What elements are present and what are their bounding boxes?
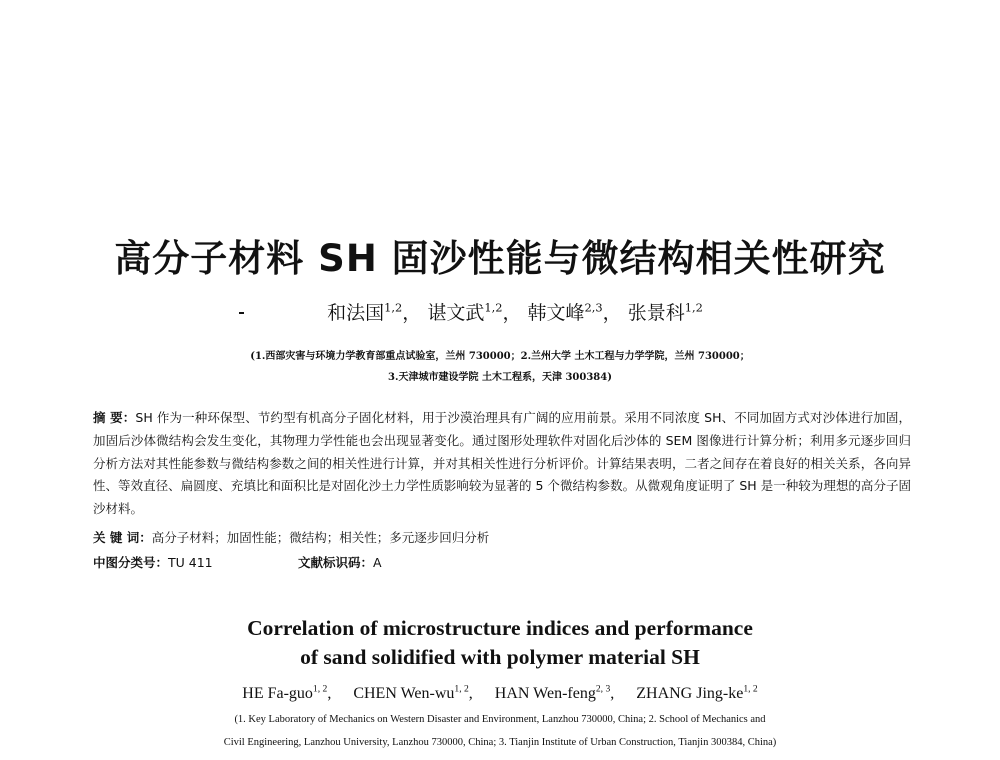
en-author-name: CHEN Wen-wu [353, 685, 455, 702]
abstract-label: 摘 要： [93, 410, 136, 425]
cn-author-affil-sup: 1,2 [484, 300, 503, 315]
abstract-text: SH 作为一种环保型、节约型有机高分子固化材料，用于沙漠治理具有广阔的应用前景。采用不同浓度 SH、不同加固方式对沙体进行加固，加固后沙体微结构会发生变化，其物理力学性能也会出现显著变化。通过图形处理软件对固化后沙体的 SEM 图像进行计算分析；利用多元逐步回归分析方法对其性能参数与微结构参数之间的相关性进行计算，并对其相关性进行分析评价。计算结果表明，二者之间存在着良好的相关关系，各向异性、等效直径、扁圆度、充填比和面积比是对固化沙土力学性质影响较为显著的 5 个微结构参数。从微观角度证明了 SH 是一种较为理想的高分子固沙材料。 [93, 410, 911, 517]
english-title-line: Correlation of microstructure indices and performance [247, 616, 753, 640]
doc-code-label: 文献标识码： [298, 555, 374, 570]
cn-author-separator: ， [402, 302, 422, 324]
english-affiliation-line: (1. Key Laboratory of Mechanics on Western Disaster and Environment, Lanzhou 730000, China; 2. School of Mechanics and [234, 714, 766, 725]
document-code [298, 553, 382, 571]
en-author-name: ZHANG Jing-ke [636, 685, 744, 702]
chinese-title: 高分子材料 SH 固沙性能与微结构相关性研究 [114, 237, 886, 280]
en-author-separator: , [327, 685, 332, 702]
en-author-separator: , [468, 685, 473, 702]
cn-author-affil-sup: 1,2 [684, 300, 703, 315]
cn-author-name: 和法国 [327, 302, 385, 324]
en-author-separator: , [610, 685, 615, 702]
en-author-affil-sup: 1, 2 [454, 683, 469, 695]
chinese-keywords [93, 528, 489, 546]
cn-author-separator: ， [602, 302, 622, 324]
clc-label: 中图分类号： [93, 555, 169, 570]
chinese-authors [0, 298, 1000, 325]
en-author-name: HE Fa-guo [242, 685, 313, 702]
cn-author-name: 谌文武 [427, 302, 485, 324]
cn-author-name: 韩文峰 [527, 302, 585, 324]
chinese-abstract [93, 407, 911, 521]
en-author-affil-sup: 2, 3 [595, 683, 611, 695]
cn-author-name: 张景科 [627, 302, 685, 324]
english-affiliation-line: Civil Engineering, Lanzhou University, Lanzhou 730000, China; 3. Tianjin Institute of Urban Construction, Tianjin 300384, China) [223, 737, 777, 748]
keywords-text: 高分子材料；加固性能；微结构；相关性；多元逐步回归分析 [151, 530, 490, 545]
english-title-line: of sand solidified with polymer material SH [300, 645, 700, 669]
cn-author-separator: ， [502, 302, 522, 324]
chinese-affiliation-line: 3.天津城市建设学院 土木工程系，天津 300384) [388, 372, 612, 383]
en-author-affil-sup: 1, 2 [312, 683, 328, 695]
english-authors [0, 685, 1000, 703]
doc-code-value: A [373, 555, 382, 570]
en-author-affil-sup: 1, 2 [743, 683, 758, 695]
classification-line [93, 553, 913, 571]
clc-value: TU 411 [168, 555, 213, 570]
cn-author-affil-sup: 1,2 [384, 300, 403, 315]
en-author-name: HAN Wen-feng [494, 685, 596, 702]
cn-author-affil-sup: 2,3 [584, 300, 603, 315]
keywords-label: 关 键 词： [93, 530, 152, 545]
chinese-affiliation-line: (1.西部灾害与环境力学教育部重点试验室，兰州 730000；2.兰州大学 土木工程与力学学院，兰州 730000； [250, 351, 750, 362]
